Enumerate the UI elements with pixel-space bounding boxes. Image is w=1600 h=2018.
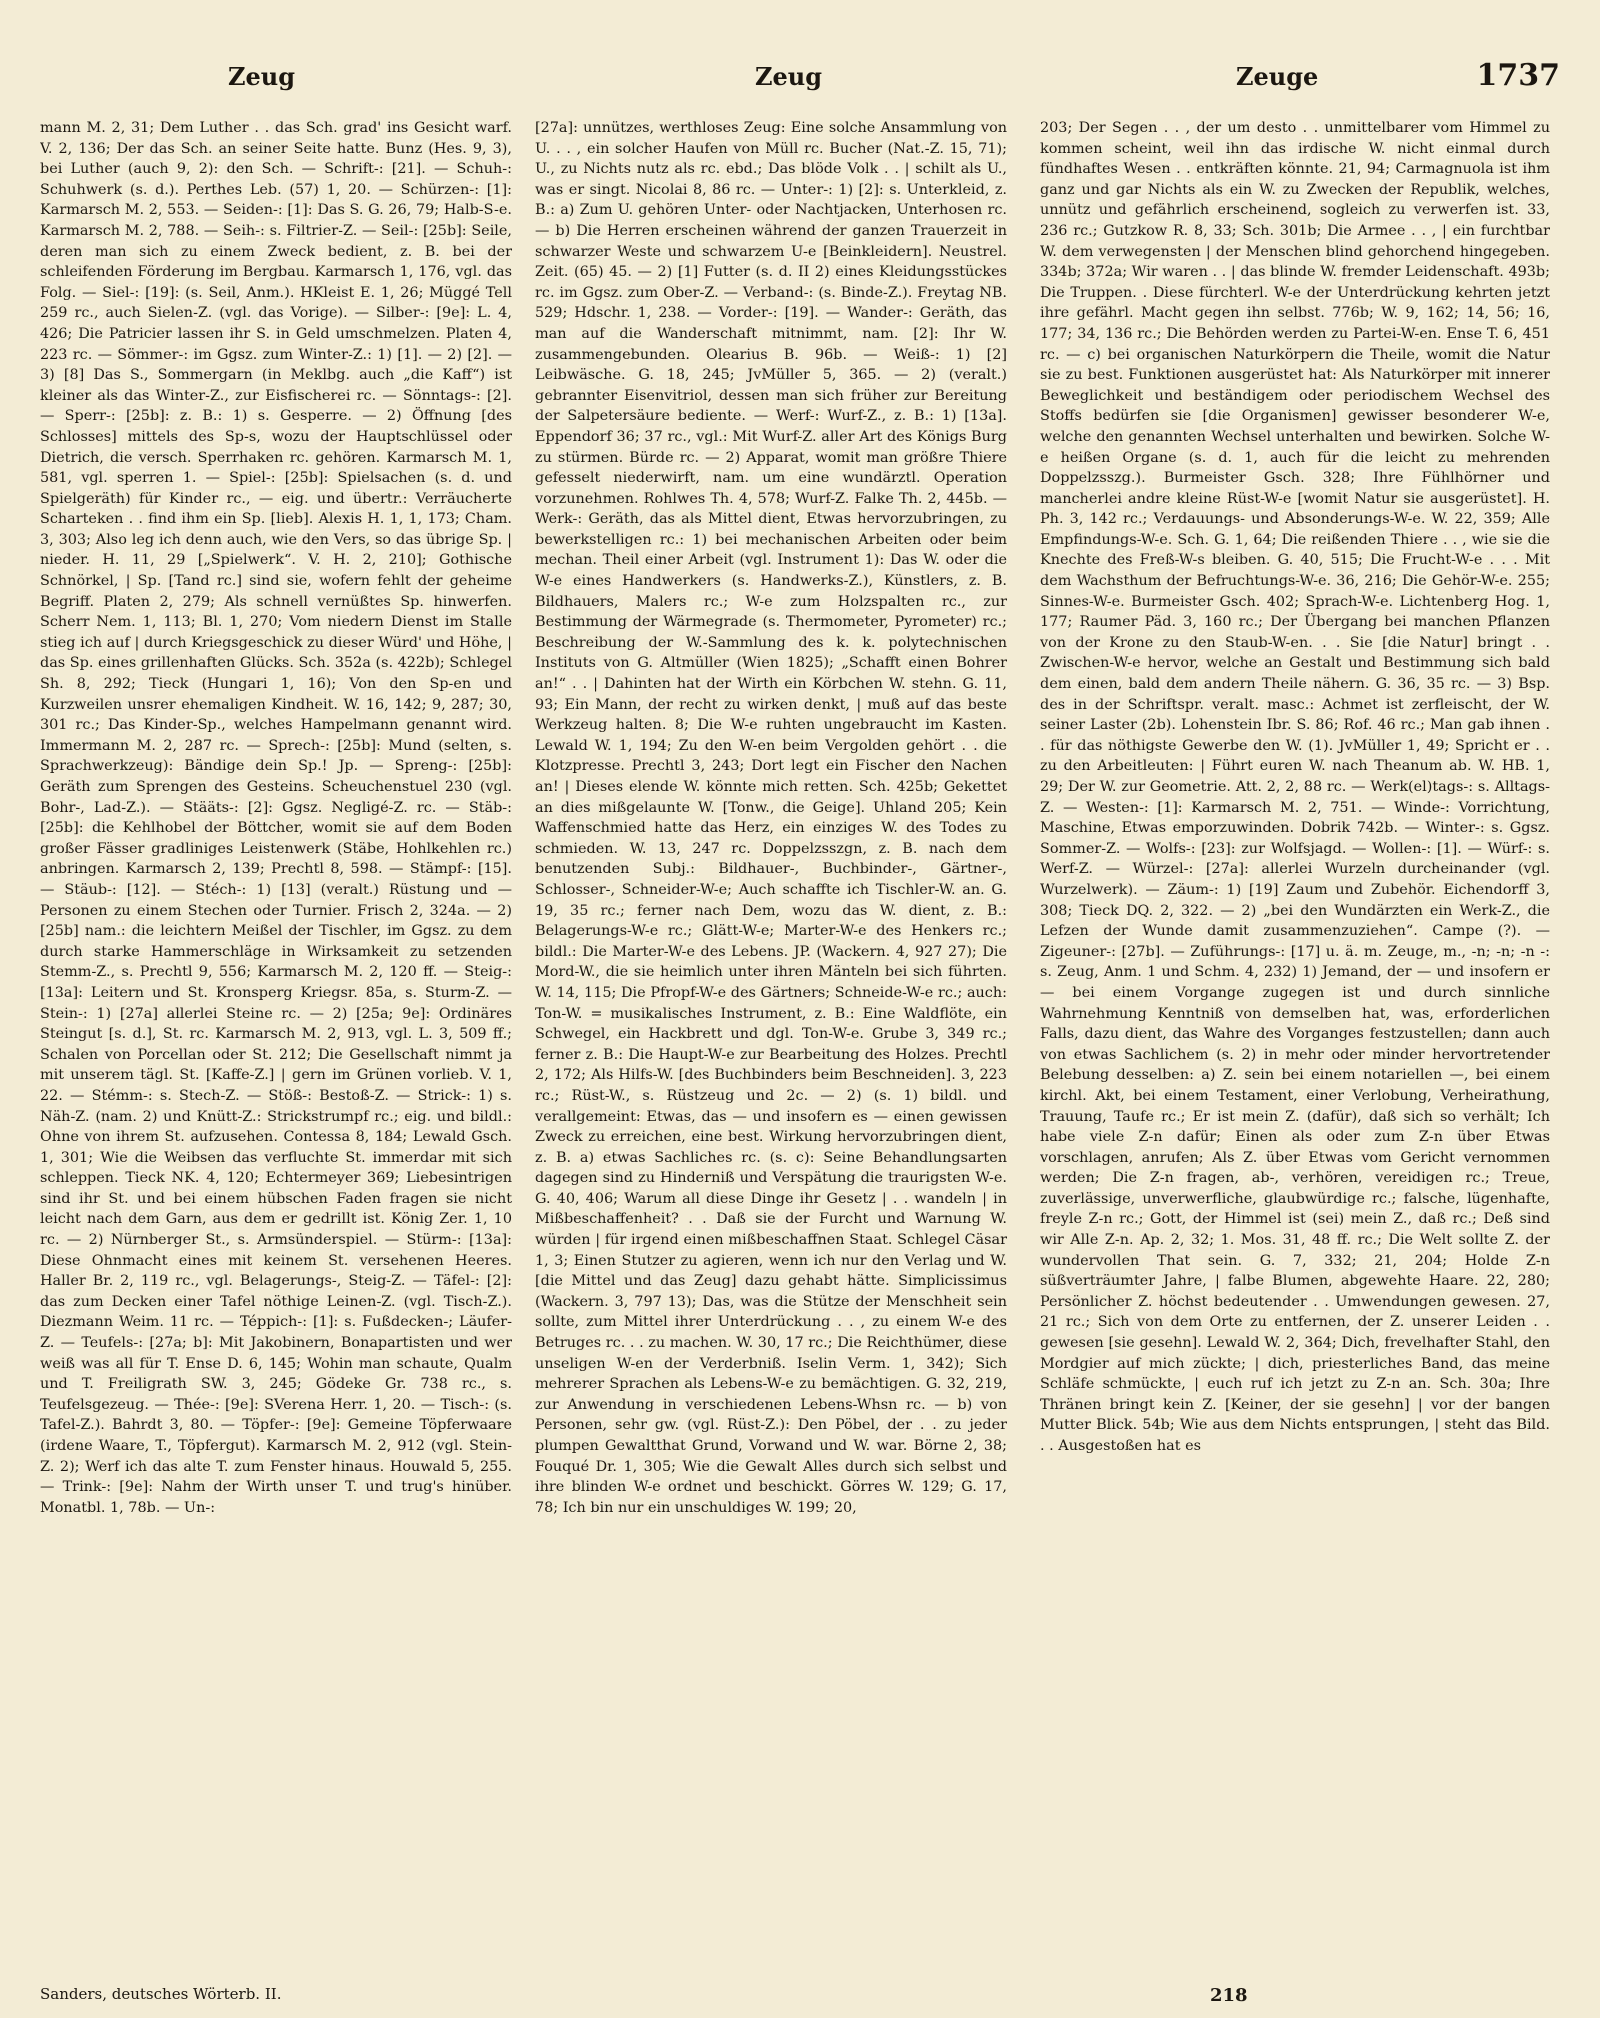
text-column-2 — [535, 118, 1007, 1978]
text-column-3 — [1040, 118, 1550, 1978]
text-column-1 — [40, 118, 512, 1978]
running-headword-right: Zeuge — [1236, 62, 1319, 91]
running-headword-left: Zeug — [228, 62, 296, 91]
running-headword-center: Zeug — [755, 62, 823, 91]
page-header — [40, 58, 1570, 98]
column-3-text: 203; Der Segen . . , der um desto . . unmittelbarer vom Himmel zu kommen scheint, weil ihn das irdische W. nicht einmal durch fündhaftes Wesen . . entkräften könnte. 21, 94; Carmagnuola ist ihm ganz und gar Nichts als ein W. zu Zwecken der Republik, welches, unnütz und gefährlich erscheinend, sogleich zu verwerfen ist. 33, 236 rc.; Gutzkow R. 8, 33; Sch. 301b; Die Armee . . , | ein furchtbar W. dem verwegensten | der Menschen blind gehorchend hingegeben. 334b; 372a; Wir waren . . | das blinde W. fremder Leidenschaft. 493b; Die Truppen. . Diese fürchterl. W-e der Unterdrückung kehrten jetzt ihre gefährl. Macht gegen ihn selbst. 776b; W. 9, 162; 14, 56; 16, 177; 34, 136 rc.; Die Behörden werden zu Partei-W-en. Ense T. 6, 451 rc. — c) bei organischen Naturkörpern die Theile, womit die Natur sie zu best. Funktionen ausgerüstet hat: Als Naturkörper mit innerer Beweglichkeit und beständigem oder periodischem Wechsel des Stoffs bedürfen sie [die Organismen] gewisser besonderer W-e, welche den genannten Wechsel unterhalten und bewirken. Solche W-e heißen Organe (s. d. 1, auch für die leicht zu mehrenden Doppelzsszg.). Burmeister Gsch. 328; Ihre Fühlhörner und mancherlei andre kleine Rüst-W-e [womit Natur sie ausgerüstet]. H. Ph. 3, 142 rc.; Verdauungs- und Absonderungs-W-e. W. 22, 359; Alle Empfindungs-W-e. Sch. G. 1, 64; Die reißenden Thiere . . , wie sie die Knechte des Freß-W-s bleiben. G. 40, 515; Die Frucht-W-e . . . Mit dem Wachsthum der Befruchtungs-W-e. 36, 216; Die Gehör-W-e. 255; Sinnes-W-e. Burmeister Gsch. 402; Sprach-W-e. Lichtenberg Hog. 1, 177; Raumer Päd. 3, 160 rc.; Der Übergang bei manchen Pflanzen von der Krone zu den Staub-W-en. . . Sie [die Natur] bringt . . Zwischen-W-e hervor, welche an Gestalt und Bestimmung sich bald dem einen, bald dem andern Theile nähern. G. 36, 35 rc. — 3) Bsp. des in der Schriftspr. veralt. masc.: Achmet ist zerfleischt, der W. seiner Laster (2b). Lohenstein Ibr. S. 86; Rof. 46 rc.; Man gab ihnen . . für das nöthigste Gewerbe den W. (1). JvMüller 1, 49; Spricht er . . zu den Arbeitleuten: | Führt euren W. nach Theanum ab. W. HB. 1, 29; Der W. zur Geometrie. Att. 2, 2, 88 rc. — Werk(el)tags-: s. Alltags-Z. — Westen-: [1]: Karmarsch M. 2, 751. — Winde-: Vorrichtung, Maschine, Etwas emporzuwinden. Dobrik 742b. — Winter-: s. Ggsz. Sommer-Z. — Wolfs-: [23]: zur Wolfsjagd. — Wollen-: [1]. — Würf-: s. Werf-Z. — Würzel-: [27a]: allerlei Wurzeln durcheinander (vgl. Wurzelwerk). — Zäum-: 1) [19] Zaum und Zubehör. Eichendorff 3, 308; Tieck DQ. 2, 322. — 2) „bei den Wundärzten ein Werk-Z., die Lefzen der Wunde damit zusammenzuziehen“. Campe (?). — Zigeuner-: [27b]. — Zuführungs-: [17] u. ä. m. Zeuge, m., -n; -n; -n -: s. Zeug, Anm. 1 und Schm. 4, 232) 1) Jemand, der — und insofern er — bei einem Vorgange zugegen ist und durch sinnliche Wahrnehmung Kenntniß von demselben hat, was, erforderlichen Falls, dazu dient, das Wahre des Vorganges festzustellen; dann auch von etwas Sachlichem (s. 2) in mehr oder minder hervortretender Belebung desselben: a) Z. sein bei einem notariellen —, bei einem kirchl. Akt, bei einem Testament, einer Verlobung, Verheirathung, Trauung, Taufe rc.; Er ist mein Z. (dafür), daß sich so verhält; Ich habe viele Z-n dafür; Einen als oder zum Z-n über Etwas vorschlagen, anrufen; Als Z. über Etwas vom Gericht vernommen werden; Die Z-n fragen, ab-, verhören, vereidigen rc.; Treue, zuverlässige, unverwerfliche, glaubwürdige rc.; falsche, lügenhafte, freyle Z-n rc.; Gott, der Himmel ist (sei) mein Z., daß rc.; Deß sind wir Alle Z-n. Ap. 2, 32; 1. Mos. 31, 48 ff. rc.; Die Welt sollte Z. der wundervollen That sein. G. 7, 332; 21, 204; Holde Z-n süßverträumter Jahre, | falbe Blumen, abgewehte Haare. 22, 280; Persönlicher Z. höchst bedeutender . . Umwendungen gewesen. 27, 21 rc.; Sich von dem Orte zu entfernen, der Z. unserer Leiden . . gewesen [sie gesehn]. Lewald W. 2, 364; Dich, frevelhafter Stahl, den Mordgier auf mich zückte; | dich, priesterliches Band, das meine Schläfe schmückte, | euch ruf ich jetzt zu Z-n an. Sch. 30a; Ihre Thränen bringt kein Z. [Keiner, der sie gesehn] | vor der bangen Mutter Blick. 54b; Wie aus dem Nichts entsprungen, | steht das Bild. . . Ausgestoßen hat es — [1040, 120, 1550, 1454]
page-number: 1737 — [1476, 58, 1560, 93]
page-footer — [40, 1985, 1540, 2011]
column-1-text: mann M. 2, 31; Dem Luther . . das Sch. grad' ins Gesicht warf. V. 2, 136; Der das Sch. an seiner Seite hatte. Bunz (Hes. 9, 3), bei Luther (auch 9, 2): den Sch. — Schrift-: [21]. — Schuh-: Schuhwerk (s. d.). Perthes Leb. (57) 1, 20. — Schürzen-: [1]: Karmarsch M. 2, 553. — Seiden-: [1]: Das S. G. 26, 79; Halb-S-e. Karmarsch M. 2, 788. — Seih-: s. Filtrier-Z. — Seil-: [25b]: Seile, deren man sich zu einem Zweck bedient, z. B. bei der schleifenden Förderung im Bergbau. Karmarsch 1, 176, vgl. das Folg. — Siel-: [19]: (s. Seil, Anm.). HKleist E. 1, 26; Müggé Tell 259 rc., auch Sielen-Z. (vgl. das Vorige). — Silber-: [9e]: L. 4, 426; Die Patricier lassen ihr S. in Geld umschmelzen. Platen 4, 223 rc. — Sömmer-: im Ggsz. zum Winter-Z.: 1) [1]. — 2) [2]. — 3) [8] Das S., Sommergarn (in Meklbg. auch „die Kaff“) ist kleiner als das Winter-Z., zur Eisfischerei rc. — Sönntags-: [2]. — Sperr-: [25b]: z. B.: 1) s. Gesperre. — 2) Öffnung [des Schlosses] mittels des Sp-s, wozu der Hauptschlüssel oder Dietrich, die versch. Sperrhaken rc. gehören. Karmarsch M. 1, 581, vgl. sperren 1. — Spiel-: [25b]: Spielsachen (s. d. und Spielgeräth) für Kinder rc., — eig. und übertr.: Verräucherte Scharteken . . find ihm ein Sp. [lieb]. Alexis H. 1, 1, 173; Cham. 3, 303; Also leg ich denn auch, wie den Vers, so das übrige Sp. | nieder. H. 11, 29 [„Spielwerk“. V. H. 2, 210]; Gothische Schnörkel, | Sp. [Tand rc.] sind sie, wofern fehlt der geheime Begriff. Platen 2, 279; Als schnell vernüßtes Sp. hinwerfen. Scherr Nem. 1, 113; Bl. 1, 270; Vom niedern Dienst im Stalle stieg ich auf | durch Kriegsgeschick zu dieser Würd' und Höhe, | das Sp. eines grillenhaften Glücks. Sch. 352a (s. 422b); Schlegel Sh. 8, 292; Tieck (Hungari 1, 16); Von den Sp-en und Kurzweilen unsrer ehemaligen Kindheit. W. 16, 142; 9, 287; 30, 301 rc.; Das Kinder-Sp., welches Hampelmann genannt wird. Immermann M. 2, 287 rc. — Sprech-: [25b]: Mund (selten, s. Sprachwerkzeug): Bändige dein Sp.! Jp. — Spreng-: [25b]: Geräth zum Sprengen des Gesteins. Scheuchenstuel 230 (vgl. Bohr-, Lad-Z.). — Stääts-: [2]: Ggsz. Negligé-Z. rc. — Stäb-: [25b]: die Kehlhobel der Böttcher, womit sie auf dem Boden großer Fässer gradliniges Leistenwerk (Stäbe, Hohlkehlen rc.) anbringen. Karmarsch 2, 139; Prechtl 8, 598. — Stämpf-: [15]. — Stäub-: [12]. — Stéch-: 1) [13] (veralt.) Rüstung und — Personen zu einem Stechen oder Turnier. Frisch 2, 324a. — 2) [25b] nam.: die leichtern Meißel der Tischler, im Ggsz. zu dem durch starke Hammerschläge in Wirksamkeit zu setzenden Stemm-Z., s. Prechtl 9, 556; Karmarsch M. 2, 120 ff. — Steig-: [13a]: Leitern und St. Kronsperg Kriegsr. 85a, s. Sturm-Z. — Stein-: 1) [27a] allerlei Steine rc. — 2) [25a; 9e]: Ordinäres Steingut [s. d.], St. rc. Karmarsch M. 2, 913, vgl. L. 3, 509 ff.; Schalen von Porcellan oder St. 212; Die Gesellschaft nimmt ja mit unserem tägl. St. [Kaffe-Z.] | gern im Grünen vorlieb. V. 1, 22. — Stémm-: s. Stech-Z. — Stöß-: Bestoß-Z. — Strick-: 1) s. Näh-Z. (nam. 2) und Knütt-Z.: Strickstrumpf rc.; eig. und bildl.: Ohne von ihrem St. aufzusehen. Contessa 8, 184; Lewald Gsch. 1, 301; Wie die Weibsen das verfluchte St. immerdar mit sich schleppen. Tieck NK. 4, 120; Echtermeyer 369; Liebesintrigen sind ihr St. und bei einem hübschen Faden fragen sie nicht leicht nach dem Garn, aus dem er gedrillt ist. König Zer. 1, 10 rc. — 2) Nürnberger St., s. Armsünderspiel. — Stürm-: [13a]: Diese Ohnmacht eines mit keinem St. versehenen Heeres. Haller Br. 2, 119 rc., vgl. Belagerungs-, Steig-Z. — Täfel-: [2]: das zum Decken einer Tafel nöthige Leinen-Z. (vgl. Tisch-Z.). Diezmann Weim. 11 rc. — Téppich-: [1]: s. Fußdecken-; Läufer-Z. — Teufels-: [27a; b]: Mit Jakobinern, Bonapartisten und wer weiß was all für T. Ense D. 6, 145; Wohin man schaute, Qualm und T. Freiligrath SW. 3, 245; Gödeke Gr. 738 rc., s. Teufelsgezeug. — Thée-: [9e]: SVerena Herr. 1, 20. — Tisch-: (s. Tafel-Z.). Bahrdt 3, 80. — Töpfer-: [9e]: Gemeine Töpferwaare (irdene Waare, T., Töpfergut). Karmarsch M. 2, 912 (vgl. Stein-Z. 2); Werf ich das alte T. zum Fenster hinaus. Houwald 5, 255. — Trink-: [9e]: Nahm der Wirth unser T. und trug's hinüber. Monatbl. 1, 78b. — Un-: — [40, 120, 512, 1516]
column-2-text: [27a]: unnützes, werthloses Zeug: Eine solche Ansammlung von U. . . , ein solcher Haufen von Müll rc. Bucher (Nat.-Z. 15, 71); U., zu Nichts nutz als rc. ebd.; Das blöde Volk . . | schilt als U., was er singt. Nicolai 8, 86 rc. — Unter-: 1) [2]: s. Unterkleid, z. B.: a) Zum U. gehören Unter- oder Nachtjacken, Unterhosen rc. — b) Die Herren erscheinen während der ganzen Trauerzeit in schwarzer Weste und schwarzem U-e [Beinkleidern]. Neustrel. Zeit. (65) 45. — 2) [1] Futter (s. d. II 2) eines Kleidungsstückes rc. im Ggsz. zum Ober-Z. — Verband-: (s. Binde-Z.). Freytag NB. 529; Hdschr. 1, 238. — Vorder-: [19]. — Wander-: Geräth, das man auf die Wanderschaft mitnimmt, nam. [2]: Ihr W. zusammengebunden. Olearius B. 96b. — Weiß-: 1) [2] Leibwäsche. G. 18, 245; JvMüller 5, 365. — 2) (veralt.) gebrannter Eisenvitriol, dessen man sich früher zur Bereitung der Salpetersäure bediente. — Werf-: Wurf-Z., z. B.: 1) [13a]. Eppendorf 36; 37 rc., vgl.: Mit Wurf-Z. aller Art des Königs Burg zu stürmen. Bürde rc. — 2) Apparat, womit man größre Thiere gefesselt niederwirft, nam. um eine wundärztl. Operation vorzunehmen. Rohlwes Th. 4, 578; Wurf-Z. Falke Th. 2, 445b. — Werk-: Geräth, das als Mittel dient, Etwas hervorzubringen, zu bewerkstelligen rc.: 1) bei mechanischen Arbeiten oder beim mechan. Theil einer Arbeit (vgl. Instrument 1): Das W. oder die W-e eines Handwerkers (s. Handwerks-Z.), Künstlers, z. B. Bildhauers, Malers rc.; W-e zum Holzspalten rc., zur Bestimmung der Wärmegrade (s. Thermometer, Pyrometer) rc.; Beschreibung der W.-Sammlung des k. k. polytechnischen Instituts von G. Altmüller (Wien 1825); „Schafft einen Bohrer an!“ . . | Dahinten hat der Wirth ein Körbchen W. stehn. G. 11, 93; Ein Mann, der recht zu wirken denkt, | muß auf das beste Werkzeug halten. 8; Die W-e ruhten ungebraucht im Kasten. Lewald W. 1, 194; Zu den W-en beim Vergolden gehört . . die Klotzpresse. Prechtl 3, 243; Dort legt ein Fischer den Nachen an! | Dieses elende W. könnte mich retten. Sch. 425b; Gekettet an dies mißgelaunte W. [Tonw., die Geige]. Uhland 205; Kein Waffenschmied hatte das Herz, ein einziges W. des Todes zu schmieden. W. 13, 247 rc. Doppelzsszgn, z. B. nach dem benutzenden Subj.: Bildhauer-, Buchbinder-, Gärtner-, Schlosser-, Schneider-W-e; Auch schaffte ich Tischler-W. an. G. 19, 35 rc.; ferner nach Dem, wozu das W. dient, z. B.: Belagerungs-W-e rc.; Glätt-W-e; Marter-W-e des Henkers rc.; bildl.: Die Marter-W-e des Lebens. JP. (Wackern. 4, 927 27); Die Mord-W., die sie heimlich unter ihren Mänteln bei sich führten. W. 14, 115; Die Pfropf-W-e des Gärtners; Schneide-W-e rc.; auch: Ton-W. = musikalisches Instrument, z. B.: Eine Waldflöte, ein Schwegel, ein Hackbrett und dgl. Ton-W-e. Grube 3, 349 rc.; ferner z. B.: Die Haupt-W-e zur Bearbeitung des Holzes. Prechtl 2, 172; Als Hilfs-W. [des Buchbinders beim Beschneiden]. 3, 223 rc.; Rüst-W., s. Rüstzeug und 2c. — 2) (s. 1) bildl. und verallgemeint: Etwas, das — und insofern es — einen gewissen Zweck zu erreichen, eine best. Wirkung hervorzubringen dient, z. B. a) etwas Sachliches rc. (s. c): Seine Behandlungsarten dagegen sind zu Hinderniß und Verspätung die traurigsten W-e. G. 40, 406; Warum all diese Dinge ihr Gesetz | . . wandeln | in Mißbeschaffenheit? . . Daß sie der Furcht und Warnung W. würden | für irgend einen mißbeschaffnen Staat. Schlegel Cäsar 1, 3; Einen Stutzer zu agieren, wenn ich nur den Verlag und W. [die Mittel und das Zeug] dazu gehabt hätte. Simplicissimus (Wackern. 3, 797 13); Das, was die Stütze der Menschheit sein sollte, zum Mittel ihrer Unterdrückung . . , zu einem W-e des Betruges rc. . . zu machen. W. 30, 17 rc.; Die Reichthümer, diese unseligen W-en der Verderbniß. Iselin Verm. 1, 342); Sich mehrerer Sprachen als Lebens-W-e zu bemächtigen. G. 32, 219, zur Anwendung in verschiedenen Lebens-Whsn rc. — b) von Personen, sehr gw. (vgl. Rüst-Z.): Den Pöbel, der . . zu jeder plumpen Gewaltthat Grund, Vorwand und W. war. Börne 2, 38; Fouqué Dr. 1, 305; Wie die Gewalt Alles durch sich selbst und ihre blinden W-e ordnet und beschickt. Görres W. 129; G. 17, 78; Ich bin nur ein unschuldiges W. 199; 20, — [535, 120, 1007, 1516]
footer-source: Sanders, deutsches Wörterb. II. — [40, 1985, 282, 2003]
signature-mark: 218 — [1210, 1985, 1248, 2006]
